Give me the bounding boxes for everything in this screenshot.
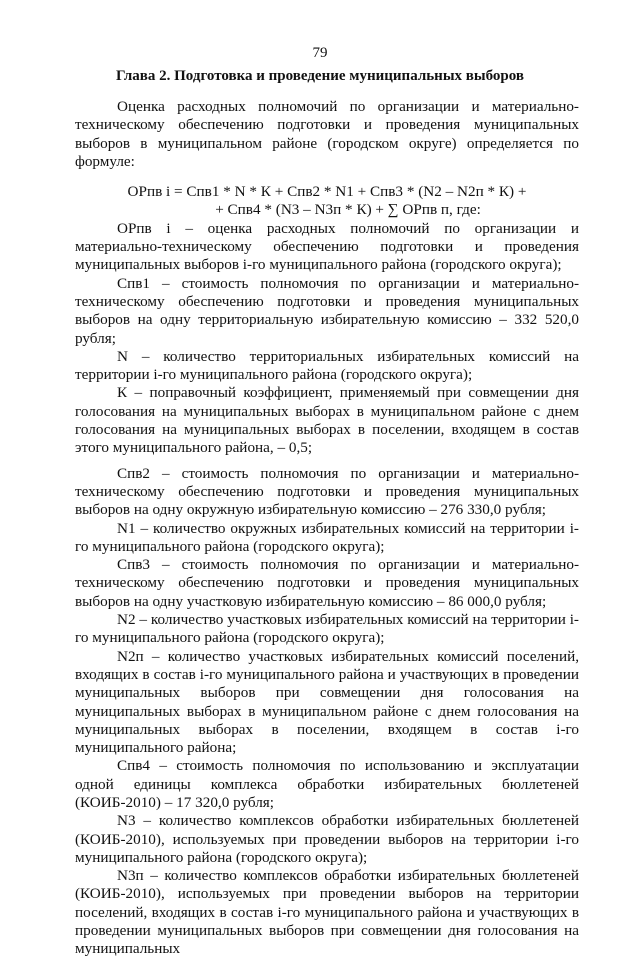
definition-n3: N3 – количество комплексов обработки избирательных бюллетеней (КОИБ-2010), используемых при проведении выборов на территории i-го муниципального района (городского округа); — [75, 812, 579, 866]
formula — [75, 183, 579, 220]
definition-spv3: Спв3 – стоимость полномочия по организации и материально-техническому обеспечению подготовки и проведения муниципальных выборов на одну участковую избирательную комиссию – 86 000,0 рубля; — [75, 556, 579, 610]
chapter-title: Глава 2. Подготовка и проведение муниципальных выборов — [116, 68, 524, 84]
definition-n: N – количество территориальных избирательных комиссий на территории i-го муниципального района (городского округа); — [75, 347, 579, 384]
definition-n1: N1 – количество окружных избирательных комиссий на территории i-го муниципального района (городского округа); — [75, 519, 579, 555]
definition-spv4: Спв4 – стоимость полномочия по использованию и эксплуатации одной единицы комплекса обработки избирательных бюллетеней (КОИБ-2010) – 17 320,0 рубля; — [75, 757, 579, 811]
definition-spv2: Спв2 – стоимость полномочия по организации и материально-техническому обеспечению подготовки и проведения муниципальных выборов на одну окружную избирательную комиссию – 276 330,0 рубля; — [75, 464, 579, 519]
definition-n3p: N3п – количество комплексов обработки избирательных бюллетеней (КОИБ-2010), используемых при проведении выборов на территории поселений, входящих в состав i-го муниципального района и участвующих в проведении муниципальных выборов при совмещении дня голосования на муниципальных — [75, 867, 579, 958]
definition-spv1: Спв1 – стоимость полномочия по организации и материально-техническому обеспечению подготовки и проведения муниципальных выборов на одну территориальную избирательную комиссию – 332 520,0 рубля; — [75, 274, 579, 347]
definition-n2: N2 – количество участковых избирательных комиссий на территории i-го муниципального района (городского округа); — [75, 611, 579, 647]
document-body — [75, 98, 579, 959]
page-number: 79 — [312, 45, 328, 61]
definition-n2p: N2п – количество участковых избирательных комиссий поселений, входящих в состав i-го муниципального района и участвующих в проведении муниципальных выборов при совмещении дня голосования на муниципальных выборах в муниципальном районе с днем голосования на муниципальных выборах в поселении, входящем в состав i-го муниципального района; — [75, 647, 579, 757]
intro-paragraph: Оценка расходных полномочий по организации и материально-техническому обеспечению подготовки и проведения муниципальных выборов в муниципальном районе (городском округе) определяется по формуле: — [75, 98, 579, 170]
definition-k: К – поправочный коэффициент, применяемый при совмещении дня голосования на муниципальных выборах в муниципальном районе с днем голосования на муниципальных выборах в поселении, входящем в состав этого муниципального района, – 0,5; — [75, 384, 579, 457]
formula-line-1: ОРпв i = Спв1 * N * К + Спв2 * N1 + Спв3 * (N2 – N2п * К) + — [127, 183, 527, 201]
definition-orpv: ОРпв i – оценка расходных полномочий по организации и материально-техническому обеспечению подготовки и проведения муниципальных выборов i-го муниципального района (городского округа); — [75, 219, 579, 274]
formula-line-2: + Спв4 * (N3 – N3п * К) + ∑ ОРпв п, где: — [215, 201, 481, 219]
